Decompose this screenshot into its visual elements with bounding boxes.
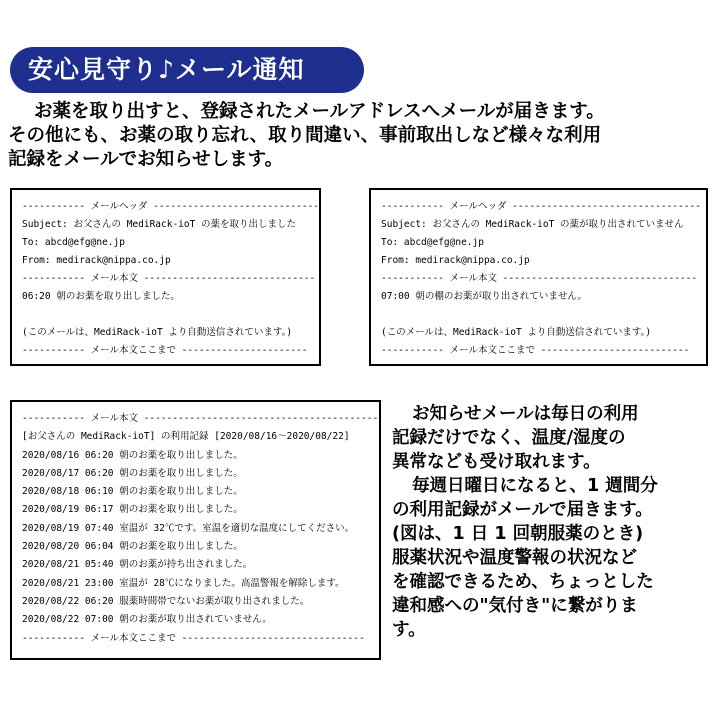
description-line: の利用記録がメールで届きます。	[392, 500, 653, 520]
log-entry: 2020/08/22 06:20 服薬時間帯でないお薬が取り出されました。	[22, 595, 310, 607]
description-line: す。	[392, 620, 426, 640]
page-title: 安心見守り♪メール通知	[10, 47, 364, 93]
description-line: 異常なども受け取れます。	[392, 452, 601, 472]
mail-body-divider: ----------- メール本文 ----------------------------------	[381, 273, 698, 284]
mail-body: 06:20 朝のお薬を取り出しました。	[22, 291, 180, 302]
intro-line: 記録をメールでお知らせします。	[8, 149, 284, 170]
mail-header-divider: ----------- メールヘッダ -----------------------------	[22, 201, 320, 212]
mail-body-divider: ----------- メール本文 -----------------------------------------	[22, 413, 379, 424]
mail-from: From: medirack@nippa.co.jp	[381, 255, 530, 266]
mail-log-heading: [お父さんの MediRack-ioT] の利用記録 [2020/08/16～2020/08/22]	[22, 431, 350, 443]
mail-to: To: abcd@efg@ne.jp	[381, 237, 484, 248]
description-line: 毎週日曜日になると、1 週間分	[412, 476, 658, 496]
log-entry: 2020/08/17 06:20 朝のお薬を取り出しました。	[22, 467, 243, 479]
intro-line: お薬を取り出すと、登録されたメールアドレスへメールが届きます。	[34, 101, 605, 122]
mail-end-divider: ----------- メール本文ここまで --------------------------	[381, 345, 690, 356]
mail-from: From: medirack@nippa.co.jp	[22, 255, 171, 266]
description-line: 違和感への"気付き"に繋がりま	[392, 596, 638, 616]
description-line: 服薬状況や温度警報の状況など	[392, 548, 637, 568]
description-line: お知らせメールは毎日の利用	[412, 404, 639, 424]
description-line: を確認できるため、ちょっとした	[392, 572, 654, 592]
mail-footer-note: (このメールは、MediRack-ioT より自動送信されています。)	[22, 327, 293, 338]
mail-subject: Subject: お父さんの MediRack-ioT の薬が取り出されていません	[381, 219, 684, 230]
mail-example-not-taken	[369, 188, 708, 366]
log-entry: 2020/08/22 07:00 朝のお薬が取り出されていません。	[22, 614, 272, 626]
log-entry: 2020/08/21 23:00 室温が 28℃になりました。高温警報を解除します。	[22, 577, 345, 589]
weekly-report-description	[392, 402, 712, 642]
log-entry: 2020/08/16 06:20 朝のお薬を取り出しました。	[22, 449, 243, 461]
mail-example-weekly-log	[10, 400, 381, 660]
log-entry: 2020/08/21 05:40 朝のお薬が持ち出されました。	[22, 559, 253, 571]
mail-body-divider: ----------- メール本文 ------------------------------	[22, 273, 316, 284]
description-line: 記録だけでなく、温度/湿度の	[392, 428, 626, 448]
mail-body: 07:00 朝の棚のお薬が取り出されていません。	[381, 291, 587, 302]
log-entry: 2020/08/19 06:17 朝のお薬を取り出しました。	[22, 504, 243, 516]
mail-example-taken	[10, 188, 321, 366]
mail-to: To: abcd@efg@ne.jp	[22, 237, 125, 248]
description-line: (図は、1 日 1 回朝服薬のとき)	[392, 524, 644, 544]
mail-end-divider: ----------- メール本文ここまで --------------------------------	[22, 632, 365, 644]
intro-line: その他にも、お薬の取り忘れ、取り間違い、事前取出しなど様々な利用	[8, 125, 602, 146]
mail-end-divider: ----------- メール本文ここまで ----------------------	[22, 345, 308, 356]
log-entry: 2020/08/19 07:40 室温が 32℃です。室温を適切な温度にしてください。	[22, 522, 355, 534]
intro-text	[8, 100, 714, 172]
mail-header-divider: ----------- メールヘッダ ---------------------------------	[381, 201, 701, 212]
log-entry: 2020/08/18 06:10 朝のお薬を取り出しました。	[22, 486, 243, 498]
log-entry: 2020/08/20 06:04 朝のお薬を取り出しました。	[22, 541, 243, 553]
mail-subject: Subject: お父さんの MediRack-ioT の薬を取り出しました	[22, 219, 297, 230]
mail-footer-note: (このメールは、MediRack-ioT より自動送信されています。)	[381, 327, 652, 338]
